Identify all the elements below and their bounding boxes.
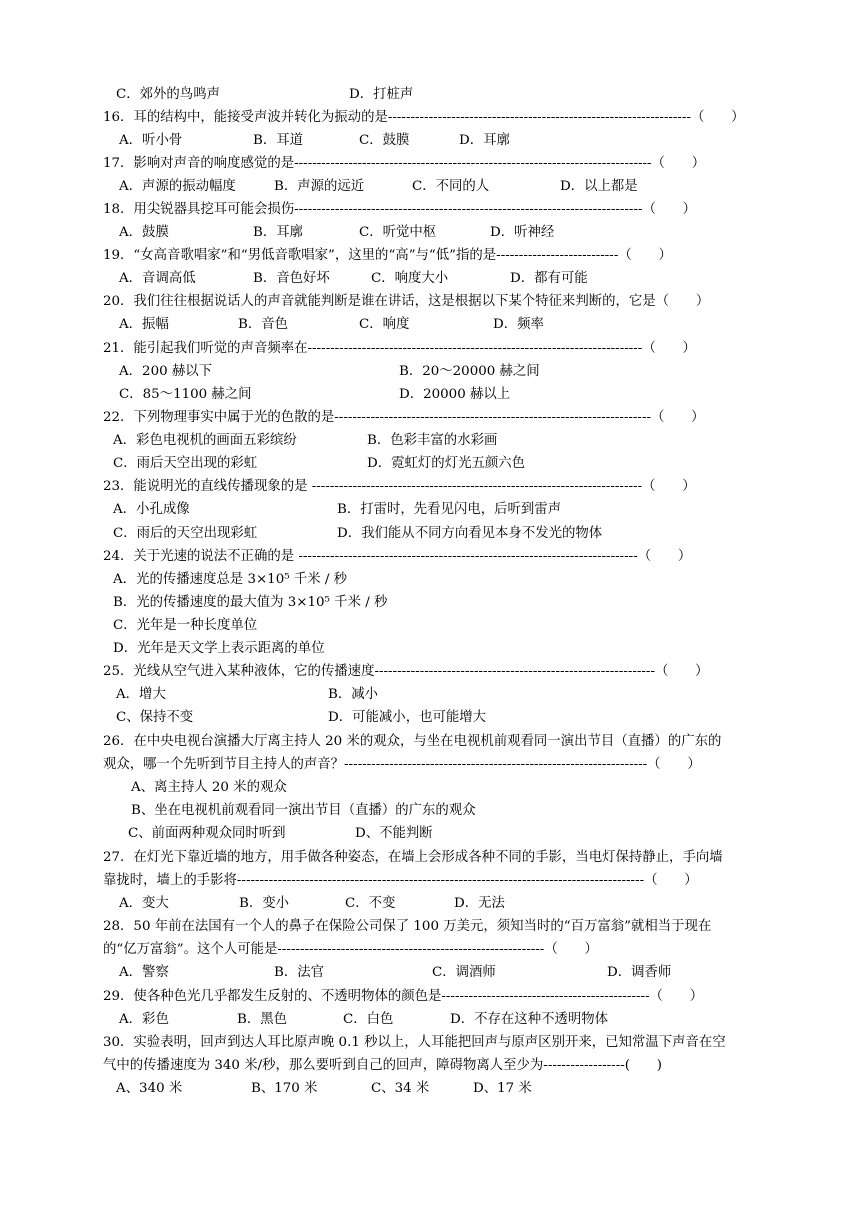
question-line: 30．实验表明，回声到达人耳比原声晚 0.1 秒以上，人耳能把回声与原声区别开来，已知常温下声音在空 — [103, 1035, 726, 1050]
options-row — [119, 316, 759, 334]
answer-option: A．鼓膜 — [119, 225, 169, 240]
question-line: 26．在中央电视台演播大厅离主持人 20 米的观众，与坐在电视机前观看同一演出节目（直播）的广东的 — [103, 734, 722, 749]
question-line: 16．耳的结构中，能接受声波并转化为振动的是-------------------------------------------------------------------（ ） — [103, 110, 745, 125]
answer-option: D．都有可能 — [510, 271, 588, 286]
answer-option: C．85～1100 赫之间 — [119, 387, 252, 402]
answer-option: A．彩色 — [119, 1012, 169, 1027]
question-line: 24．关于光速的说法不正确的是 ---------------------------------------------------------------------------（ ） — [103, 549, 692, 564]
answer-option: B、坐在电视机前观看同一演出节目（直播）的广东的观众 — [131, 803, 476, 818]
question-line: 17．影响对声音的响度感觉的是-------------------------------------------------------------------------------（ ） — [103, 156, 706, 171]
answer-option: D．调香师 — [607, 965, 672, 980]
question-line: 28．50 年前在法国有一个人的鼻子在保险公司保了 100 万美元，须知当时的“百万富翁”就相当于现在 — [103, 919, 712, 934]
answer-option: B．光的传播速度的最大值为 3×10⁵ 千米 / 秒 — [113, 595, 388, 610]
answer-option: C、34 米 — [371, 1081, 430, 1096]
question-line: 23．能说明光的直线传播现象的是 -------------------------------------------------------------------------（ ） — [103, 479, 696, 494]
answer-option: B．减小 — [328, 687, 379, 702]
answer-option: C．听觉中枢 — [359, 225, 437, 240]
answer-option: A．光的传播速度总是 3×10⁵ 千米 / 秒 — [113, 572, 348, 587]
question-line: 27．在灯光下靠近墙的地方，用手做各种姿态，在墙上会形成各种不同的手影，当电灯保持静止，手向墙 — [103, 850, 723, 865]
answer-option: C．不变 — [345, 896, 396, 911]
answer-option: A．声源的振动幅度 — [119, 179, 236, 194]
options-row — [119, 964, 759, 982]
options-row — [119, 224, 759, 242]
answer-option: B．打雷时，先看见闪电，后听到雷声 — [337, 502, 562, 517]
answer-option: A．增大 — [116, 687, 166, 702]
answer-option: B．色彩丰富的水彩画 — [367, 433, 498, 448]
answer-option: B．法官 — [274, 965, 325, 980]
answer-option: A．彩色电视机的画面五彩缤纷 — [113, 433, 297, 448]
question-line: 22．下列物理事实中属于光的色散的是----------------------------------------------------------------------（ ） — [103, 410, 705, 425]
answer-option: C．响度大小 — [371, 271, 449, 286]
answer-option: D．以上都是 — [560, 179, 638, 194]
options-row — [119, 270, 759, 288]
answer-option: A、离主持人 20 米的观众 — [131, 780, 287, 795]
question-line: 21．能引起我们听觉的声音频率在--------------------------------------------------------------------------（ ） — [103, 341, 696, 356]
options-row — [119, 1011, 759, 1029]
answer-option: B．音色好坏 — [253, 271, 330, 286]
answer-option: D．霓虹灯的灯光五颜六色 — [367, 456, 526, 471]
question-line: 的“亿万富翁”。这个人可能是-----------------------------------------------------------（ ） — [103, 942, 598, 957]
answer-option: A．200 赫以下 — [119, 364, 213, 379]
answer-option: C．郊外的鸟鸣声 — [116, 87, 220, 102]
question-line: 气中的传播速度为 340 米/秒，那么要听到自己的回声，障碍物离人至少为------------------( ) — [103, 1058, 662, 1073]
answer-option: C、保持不变 — [116, 710, 194, 725]
question-line: 19．“女高音歌唱家”和“男低音歌唱家”，这里的“高”与“低”指的是---------------------------（ ） — [103, 248, 672, 263]
answer-option: D．打桩声 — [349, 87, 414, 102]
answer-option: C．鼓膜 — [359, 133, 410, 148]
options-row — [119, 178, 759, 196]
answer-option: B．声源的远近 — [274, 179, 365, 194]
answer-option: D．光年是天文学上表示距离的单位 — [113, 641, 325, 656]
answer-option: A、340 米 — [116, 1081, 183, 1096]
answer-option: A．听小骨 — [119, 133, 183, 148]
answer-option: C．调酒师 — [432, 965, 496, 980]
answer-option: A．音调高低 — [119, 271, 196, 286]
question-line: 靠拢时，墙上的手影将------------------------------------------------------------------------------------------（ ） — [103, 873, 698, 888]
answer-option: D．可能减小，也可能增大 — [328, 710, 487, 725]
options-row — [113, 501, 753, 519]
options-row — [113, 455, 753, 473]
answer-option: B．耳道 — [253, 133, 304, 148]
options-row — [116, 709, 756, 727]
answer-option: A．小孔成像 — [113, 502, 190, 517]
question-line: 18．用尖锐器具挖耳可能会损伤-----------------------------------------------------------------------------（ ） — [103, 202, 697, 217]
options-row — [116, 686, 756, 704]
answer-option: C．不同的人 — [412, 179, 490, 194]
options-row — [116, 86, 756, 104]
answer-option: D．无法 — [454, 896, 505, 911]
answer-option: D．频率 — [493, 317, 544, 332]
answer-option: B．耳廓 — [253, 225, 304, 240]
options-row — [113, 432, 753, 450]
answer-option: C．雨后的天空出现彩虹 — [113, 526, 258, 541]
options-row — [119, 132, 759, 150]
question-line: 观众，哪一个先听到节目主持人的声音？-------------------------------------------------------------------（ ） — [103, 757, 701, 772]
answer-option: B．20～20000 赫之间 — [399, 364, 540, 379]
answer-option: C．雨后天空出现的彩虹 — [113, 456, 258, 471]
options-row — [119, 895, 759, 913]
answer-option: B、170 米 — [251, 1081, 318, 1096]
answer-option: D．听神经 — [490, 225, 555, 240]
answer-option: C、前面两种观众同时听到 — [128, 826, 286, 841]
question-line: 20．我们往往根据说话人的声音就能判断是谁在讲话，这是根据以下某个特征来判断的，它是（ ） — [103, 294, 710, 309]
question-line: 25．光线从空气进入某种液体，它的传播速度--------------------------------------------------------------（ ） — [103, 664, 709, 679]
answer-option: B．音色 — [238, 317, 289, 332]
answer-option: D．耳廓 — [459, 133, 510, 148]
answer-option: C．白色 — [343, 1012, 394, 1027]
answer-option: D．我们能从不同方向看见本身不发光的物体 — [337, 526, 603, 541]
answer-option: A．变大 — [119, 896, 169, 911]
answer-option: D、17 米 — [473, 1081, 532, 1096]
options-row — [116, 1080, 756, 1098]
answer-option: B．变小 — [239, 896, 290, 911]
answer-option: A．振幅 — [119, 317, 169, 332]
answer-option: C．光年是一种长度单位 — [113, 618, 258, 633]
options-row — [119, 386, 759, 404]
answer-option: C．响度 — [359, 317, 410, 332]
options-row — [128, 825, 768, 843]
question-line: 29．使各种色光几乎都发生反射的、不透明物体的颜色是----------------------------------------------（ ） — [103, 989, 704, 1004]
answer-option: B．黑色 — [237, 1012, 288, 1027]
options-row — [113, 525, 753, 543]
answer-option: A．警察 — [119, 965, 169, 980]
answer-option: D、不能判断 — [355, 826, 433, 841]
options-row — [119, 363, 759, 381]
answer-option: D．20000 赫以上 — [399, 387, 511, 402]
answer-option: D．不存在这种不透明物体 — [450, 1012, 609, 1027]
